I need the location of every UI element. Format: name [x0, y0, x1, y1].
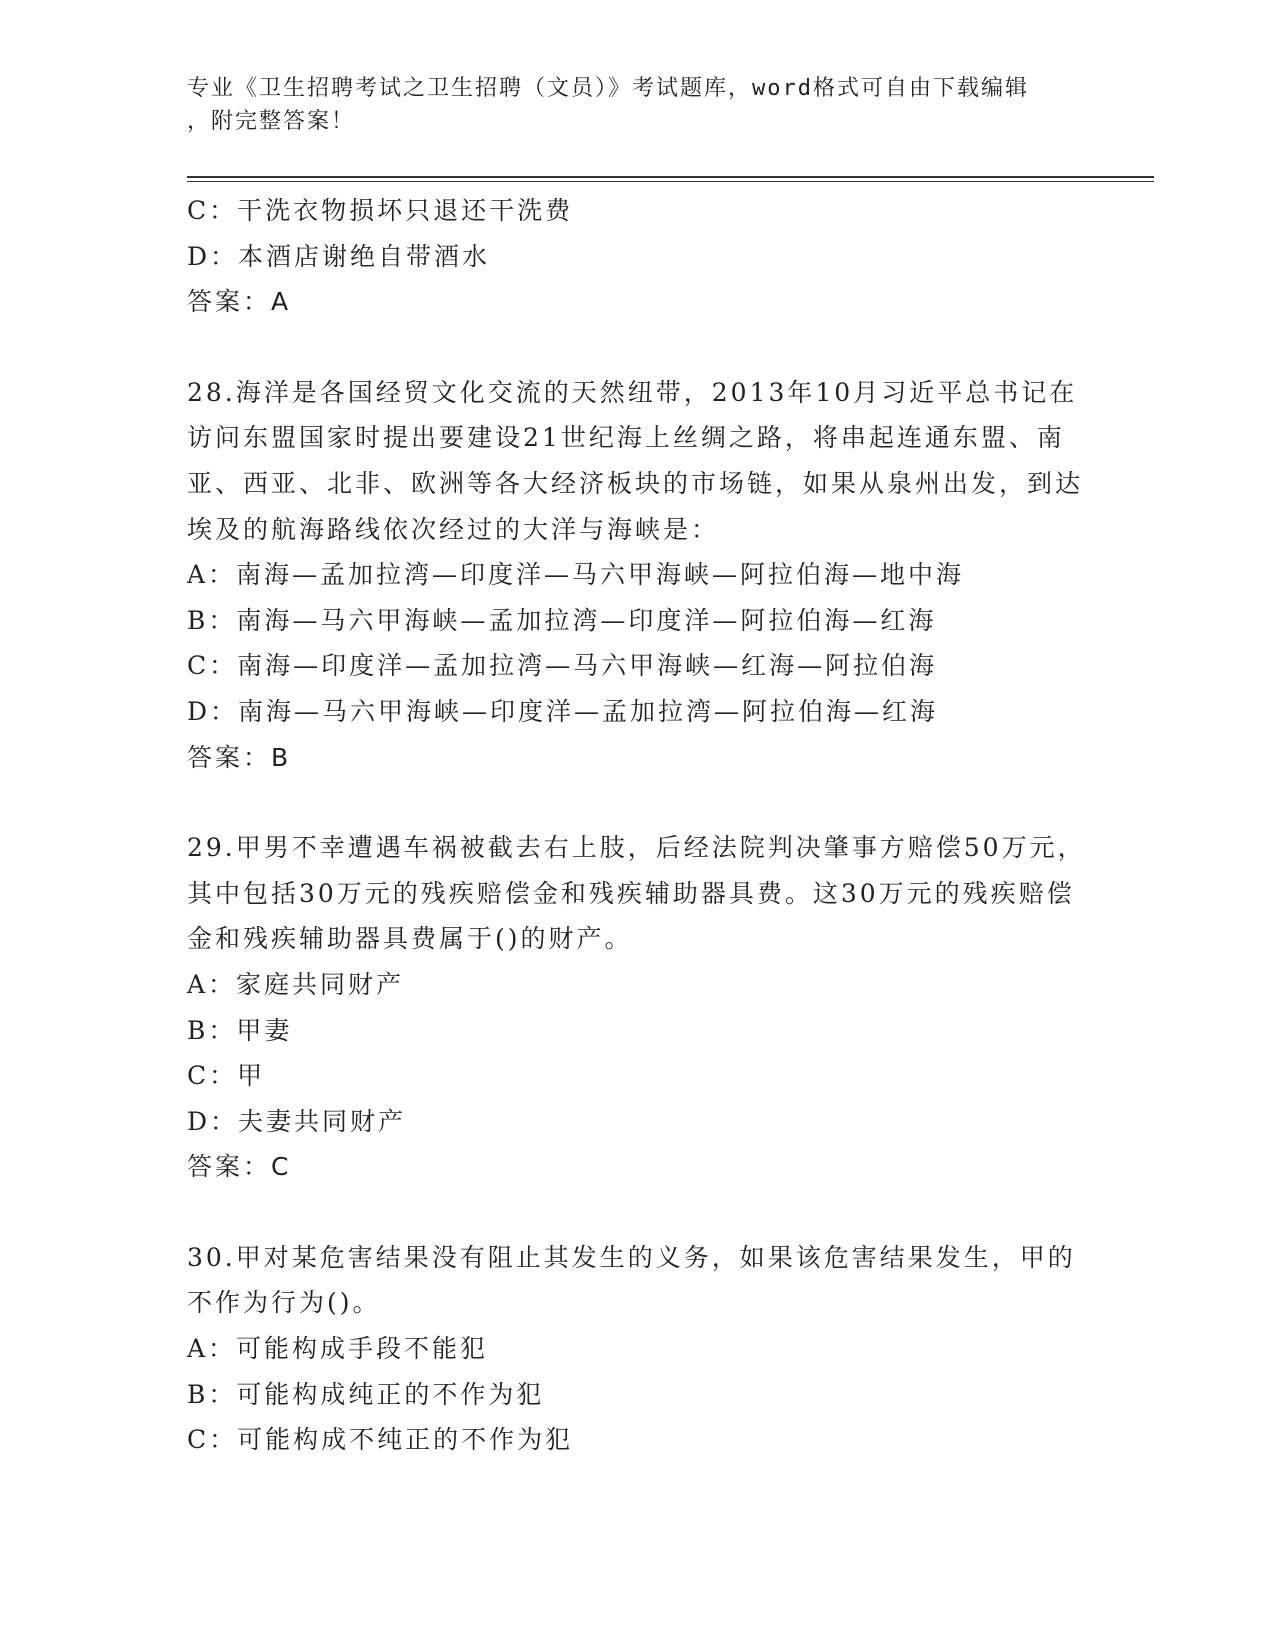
header-line-1: 专业《卫生招聘考试之卫生招聘（文员）》考试题库，word格式可自由下载编辑	[187, 76, 1029, 101]
question-28	[187, 370, 1087, 780]
option-b: B：可能构成纯正的不作为犯	[187, 1379, 545, 1409]
answer: 答案：C	[187, 1152, 292, 1182]
option-c: C：可能构成不纯正的不作为犯	[187, 1425, 574, 1455]
question-stem: 29.甲男不幸遭遇车祸被截去右上肢，后经法院判决肇事方赔偿50万元，其中包括30万元的残疾赔偿金和残疾辅助器具费。这30万元的残疾赔偿金和残疾辅助器具费属于()的财产。	[187, 833, 1086, 954]
option-a: A：家庭共同财产	[187, 969, 405, 999]
option-c: C：南海—印度洋—孟加拉湾—马六甲海峡—红海—阿拉伯海	[187, 651, 938, 681]
option-d: D：本酒店谢绝自带酒水	[187, 241, 491, 271]
document-body	[187, 188, 1087, 1463]
question-30	[187, 1235, 1087, 1463]
answer: 答案：B	[187, 742, 292, 772]
option-b: B：南海—马六甲海峡—孟加拉湾—印度洋—阿拉伯海—红海	[187, 605, 937, 635]
question-27-tail	[187, 188, 1087, 325]
header-line-2: ，附完整答案！	[187, 109, 356, 134]
option-a: A：南海—孟加拉湾—印度洋—马六甲海峡—阿拉伯海—地中海	[187, 560, 965, 590]
question-29	[187, 825, 1087, 1190]
option-b: B：甲妻	[187, 1015, 293, 1045]
option-c: C：甲	[187, 1061, 266, 1091]
answer: 答案：A	[187, 287, 292, 317]
document-header	[187, 72, 1067, 138]
header-divider-thin	[187, 181, 1154, 182]
question-stem: 30.甲对某危害结果没有阻止其发生的义务，如果该危害结果发生，甲的不作为行为()。	[187, 1242, 1076, 1318]
option-d: D：夫妻共同财产	[187, 1106, 407, 1136]
option-d: D：南海—马六甲海峡—印度洋—孟加拉湾—阿拉伯海—红海	[187, 696, 939, 726]
question-stem: 28.海洋是各国经贸文化交流的天然纽带，2013年10月习近平总书记在访问东盟国家时提出要建设21世纪海上丝绸之路，将串起连通东盟、南亚、西亚、北非、欧洲等各大经济板块的市场链，如果从泉州出发，到达埃及的航海路线依次经过的大洋与海峡是：	[187, 377, 1084, 544]
option-c: C：干洗衣物损坏只退还干洗费	[187, 196, 574, 225]
option-a: A：可能构成手段不能犯	[187, 1334, 489, 1364]
header-divider-thick	[187, 176, 1154, 178]
